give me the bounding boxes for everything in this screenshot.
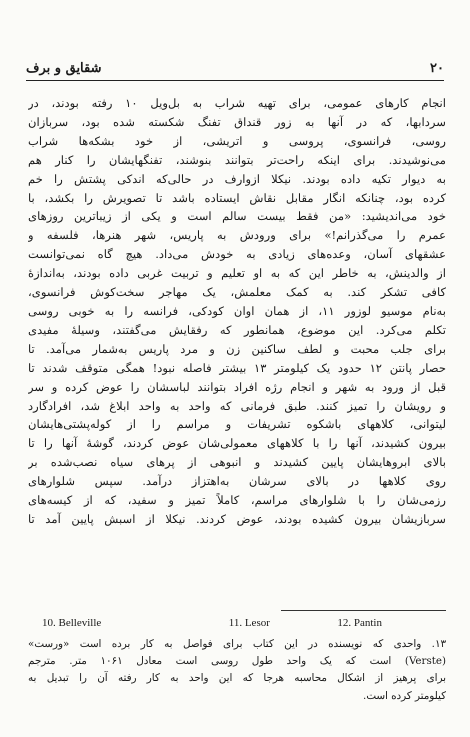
body-line: و رویشان را تمیز کنند. طبق فرمانی که واحد به واحد ابلاغ شد، افرادگارد	[28, 398, 446, 413]
body-text	[28, 94, 446, 529]
footnote-10: 10. Belleville	[42, 617, 102, 629]
footnote-11: 11. Lesor	[228, 617, 270, 629]
body-line: از والدینش، به خاطر این که به او تعلیم و تربیت غربی داده بودند، به‌اندازهٔ	[28, 266, 446, 281]
body-line: کرده بود، چنانکه انگار مقابل نقاش ایستاده باشد تا تصویرش را بکشد، با	[28, 190, 446, 205]
body-line: عمرم را می‌گذرانم!» برای ورودش به پاریس، شهر هنرها، فلسفه و	[28, 228, 446, 243]
body-line: سربازیشان بیرون کشیده بودند، عوض کردند. نیکلا از اسبش پایین آمد تا	[28, 511, 446, 526]
body-line: انجام کارهای عمومی، برای تهیه شراب به بل‌ویل ۱۰ رفته بودند، در	[28, 96, 446, 110]
body-line: به‌نام موسیو لوزور ۱۱، از همان اوان کودکی، فرانسه را به خوبی روسی	[28, 303, 446, 318]
running-title: شقایق و برف	[26, 60, 102, 76]
footnote-line: برای پرهیز از اشکال محاسبه هرجا که این واحد به کار رفته آن را تبدیل به	[28, 672, 446, 685]
footnote-line: ۱۳. واحدی که نویسنده در این کتاب برای فواصل به کار برده است «ورست»	[28, 638, 446, 650]
page-header	[26, 58, 444, 78]
footnote-12: 12. Pantin	[337, 617, 382, 629]
body-line: حصار پانتن ۱۲ حدود یک کیلومتر ۱۳ بیشتر فاصله نبود! همگی متوقف شدند تا	[28, 360, 446, 375]
footnote-names	[42, 617, 442, 633]
body-line: خود می‌اندیشید: «من فقط بیست سالم است و یکی از زیباترین روزهای	[28, 209, 446, 224]
body-line: برای جلب محبت و لطف ساکنین زن و مرد پاریس به‌شمار می‌آمد. تا	[28, 341, 446, 356]
page-number: ۲۰	[430, 60, 444, 76]
footnote-rule	[281, 610, 446, 611]
body-line: روسی، فرانسوی، پروسی و اتریشی، از خود بشکه‌ها شراب	[28, 133, 446, 148]
footnote-line: کیلومتر کرده است.	[362, 689, 446, 702]
body-line: بالای ابروهایشان پایین کشیدند و انبوهی از پرهای سیاه نصب‌شده بر	[28, 455, 446, 470]
body-line: بیرون کشیدند، آنها را با کلاههای معمولی‌شان عوض کردند، گوشهٔ آنها را تا	[28, 436, 446, 451]
body-line: به دیوار تکیه داده بودند. نیکلا ازوارف در حالی‌که اندکی پشتش را خم	[28, 171, 446, 186]
header-rule	[26, 80, 444, 81]
footnote-line: (Verste) است که یک واحد طول روسی است معادل ۱۰۶۱ متر. مترجم	[28, 655, 446, 668]
body-line: روی کلاهها در بالای سرشان به‌اهتزاز درآمد. سپس شلوارهای	[28, 474, 446, 489]
body-line: کافی تشکر کند. به کمک معلمش، یک مهاجر سخت‌کوش فرانسوی،	[28, 285, 446, 300]
body-line: می‌نوشیدند. برای اینکه راحت‌تر بتوانند بنوشند، تفنگهایشان را کنار هم	[28, 152, 446, 167]
body-line: لیتوانی، کلاههای باشکوه تشریفات و مراسم را از کوله‌پشتی‌هایشان	[28, 417, 446, 432]
body-line: سردابها، که در آنها به زور قنداق تفنگ شکسته شده بود، سربازان	[28, 114, 446, 129]
body-line: رزمی‌شان را با شلوارهای مراسم، کاملاً تمیز و سفید، که از کیسه‌های	[28, 493, 446, 508]
footnote-13	[28, 636, 446, 705]
body-line: قبل از ورود به شهر و انجام رژه افراد بتوانند لباسشان را عوض کرده و سر	[28, 379, 446, 394]
body-line: تکلم می‌کرد. این موضوع، همانطور که رفقایش می‌گفتند، وسیلهٔ مفیدی	[28, 322, 446, 337]
body-line: عشقهای آسان، وعده‌های زیادی به خودش می‌داد. هیچ گاه نمی‌توانست	[28, 247, 446, 262]
